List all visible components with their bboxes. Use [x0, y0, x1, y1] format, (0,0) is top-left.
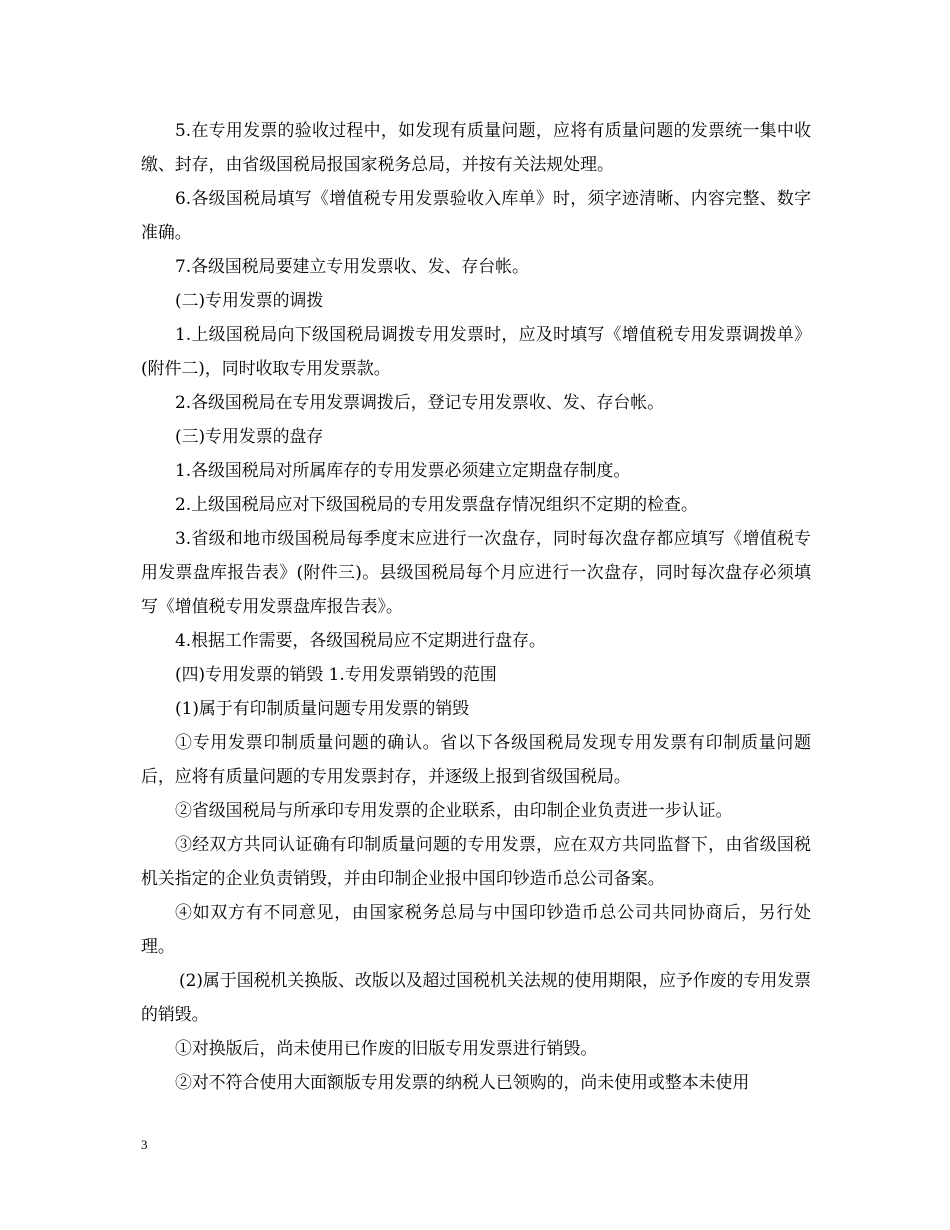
paragraph-15: ②省级国税局与所承印专用发票的企业联系，由印制企业负责进一步认证。: [175, 800, 733, 820]
paragraph-14: ①专用发票印制质量问题的确认。省以下各级国税局发现专用发票有印制质量问题后，应将有质量问题的专用发票封存，并逐级上报到省级国税局。: [141, 732, 811, 786]
paragraph-17: ④如双方有不同意见，由国家税务总局与中国印钞造币总公司共同协商后，另行处理。: [141, 902, 811, 956]
paragraph-11: 4.根据工作需要，各级国税局应不定期进行盘存。: [175, 630, 546, 650]
paragraph-16: ③经双方共同认证确有印制质量问题的专用发票，应在双方共同监督下，由省级国税机关指定的企业负责销毁，并由印制企业报中国印钞造币总公司备案。: [141, 834, 811, 888]
paragraph-13: (1)属于有印制质量问题专用发票的销毁: [175, 698, 470, 718]
paragraph-19: ①对换版后，尚未使用已作废的旧版专用发票进行销毁。: [175, 1038, 598, 1058]
paragraph-2: 6.各级国税局填写《增值税专用发票验收入库单》时，须字迹清晰、内容完整、数字准确。: [141, 188, 811, 242]
paragraph-20: ②对不符合使用大面额版专用发票的纳税人已领购的，尚未使用或整本未使用: [175, 1072, 750, 1092]
paragraph-10: 3.省级和地市级国税局每季度末应进行一次盘存，同时每次盘存都应填写《增值税专用发票盘库报告表》(附件三)。县级国税局每个月应进行一次盘存，同时每次盘存必须填写《增值税专用发票盘库报告表》。: [141, 528, 811, 616]
paragraph-1: 5.在专用发票的验收过程中，如发现有质量问题，应将有质量问题的发票统一集中收缴、封存，由省级国税局报国家税务总局，并按有关法规处理。: [141, 120, 811, 174]
paragraph-5: 1.上级国税局向下级国税局调拨专用发票时，应及时填写《增值税专用发票调拨单》(附件二)，同时收取专用发票款。: [141, 324, 811, 378]
document-body: [141, 113, 811, 1099]
section-heading-3: (三)专用发票的盘存: [175, 426, 324, 446]
section-heading-4: (四)专用发票的销毁 1.专用发票销毁的范围: [175, 664, 497, 684]
paragraph-8: 1.各级国税局对所属库存的专用发票必须建立定期盘存制度。: [175, 460, 631, 480]
paragraph-3: 7.各级国税局要建立专用发票收、发、存台帐。: [175, 256, 529, 276]
paragraph-9: 2.上级国税局应对下级国税局的专用发票盘存情况组织不定期的检查。: [175, 494, 698, 514]
section-heading-2: (二)专用发票的调拨: [175, 290, 324, 310]
page-number: 3: [141, 1137, 148, 1152]
paragraph-18: (2)属于国税机关换版、改版以及超过国税机关法规的使用期限，应予作废的专用发票的销毁。: [141, 970, 811, 1024]
paragraph-6: 2.各级国税局在专用发票调拨后，登记专用发票收、发、存台帐。: [175, 392, 665, 412]
